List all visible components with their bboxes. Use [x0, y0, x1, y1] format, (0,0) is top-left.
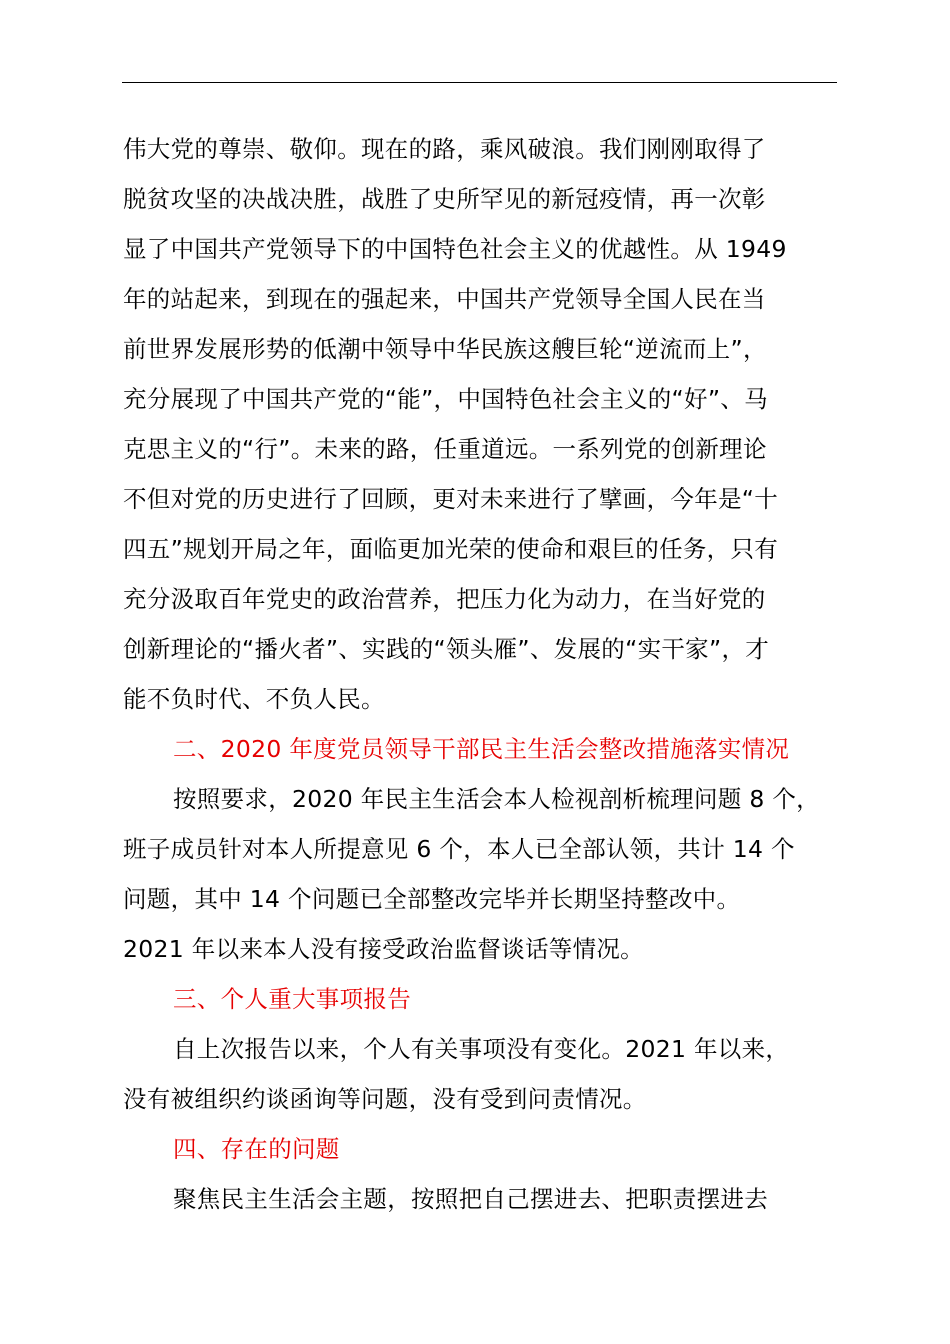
body-line-14: 按照要求，2020 年民主生活会本人检视剖析梳理问题 8 个， [173, 785, 820, 813]
body-line-9: 四五”规划开局之年，面临更加光荣的使命和艰巨的任务，只有 [123, 535, 779, 563]
body-line-16: 问题，其中 14 个问题已全部整改完毕并长期坚持整改中。 [123, 885, 741, 913]
body-line-11: 创新理论的“播火者”、实践的“领头雁”、发展的“实干家”，才 [123, 635, 770, 663]
body-line-4: 年的站起来，到现在的强起来，中国共产党领导全国人民在当 [123, 285, 766, 313]
body-line-10: 充分汲取百年党史的政治营养，把压力化为动力，在当好党的 [123, 585, 766, 613]
body-line-15: 班子成员针对本人所提意见 6 个，本人已全部认领，共计 14 个 [123, 835, 795, 863]
header-rule [122, 82, 837, 83]
body-line-5: 前世界发展形势的低潮中领导中华民族这艘巨轮“逆流而上”， [123, 335, 767, 363]
body-line-3: 显了中国共产党领导下的中国特色社会主义的优越性。从 1949 [123, 235, 787, 263]
section-heading-4: 四、存在的问题 [173, 1135, 340, 1163]
body-line-7: 克思主义的“行”。未来的路，任重道远。一系列党的创新理论 [123, 435, 767, 463]
body-line-2: 脱贫攻坚的决战决胜，战胜了史所罕见的新冠疫情，再一次彰 [123, 185, 766, 213]
body-line-12: 能不负时代、不负人民。 [123, 685, 385, 713]
body-line-1: 伟大党的尊崇、敬仰。现在的路，乘风破浪。我们刚刚取得了 [123, 135, 766, 163]
body-line-19: 自上次报告以来，个人有关事项没有变化。2021 年以来， [173, 1035, 790, 1063]
body-line-6: 充分展现了中国共产党的“能”，中国特色社会主义的“好”、马 [123, 385, 768, 413]
body-line-22: 聚焦民主生活会主题，按照把自己摆进去、把职责摆进去 [173, 1185, 768, 1213]
section-heading-3: 三、个人重大事项报告 [173, 985, 411, 1013]
body-line-8: 不但对党的历史进行了回顾，更对未来进行了擘画，今年是“十 [123, 485, 779, 513]
body-line-17: 2021 年以来本人没有接受政治监督谈话等情况。 [123, 935, 644, 963]
body-line-20: 没有被组织约谈函询等问题，没有受到问责情况。 [123, 1085, 647, 1113]
section-heading-2: 二、2020 年度党员领导干部民主生活会整改措施落实情况 [173, 735, 790, 763]
document-body [123, 124, 843, 1224]
